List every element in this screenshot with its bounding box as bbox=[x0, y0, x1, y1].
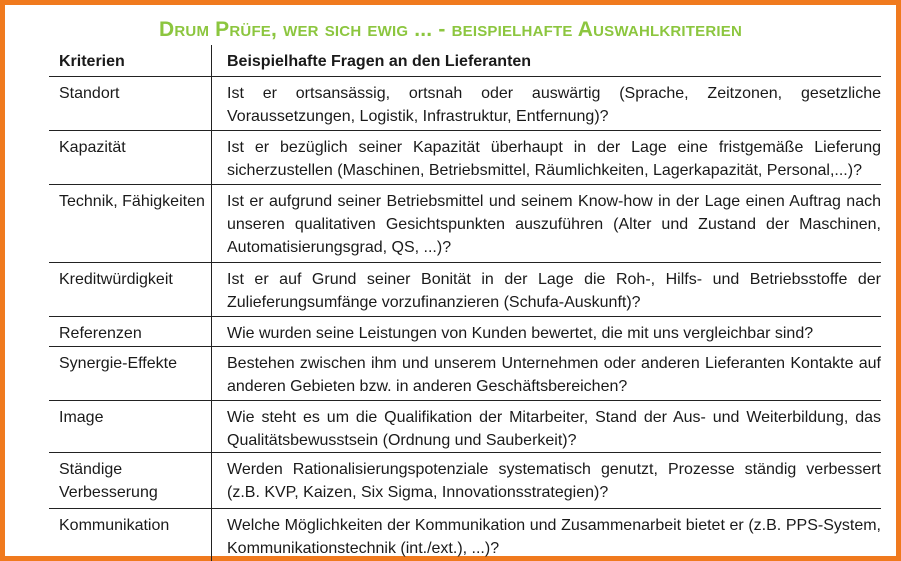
criterion-cell: Technik, Fähigkeiten bbox=[49, 185, 212, 262]
table-row bbox=[49, 77, 881, 131]
table-row bbox=[49, 131, 881, 185]
header-criteria: Kriterien bbox=[49, 45, 212, 76]
question-cell: Ist er ortsansässig, ortsnah oder auswärtig (Sprache, Zeitzonen, gesetzliche Voraussetzungen, Logistik, Infrastruktur, Entfernung)? bbox=[227, 85, 881, 125]
question-cell: Ist er auf Grund seiner Bonität in der Lage die Roh-, Hilfs- und Betriebsstoffe der Zulieferungsumfänge vorzufinanzieren (Schufa-Auskunft)? bbox=[227, 271, 881, 311]
header-questions: Beispielhafte Fragen an den Lieferanten bbox=[227, 53, 532, 70]
table-row bbox=[49, 263, 881, 317]
question-cell: Werden Rationalisierungspotenziale systematisch genutzt, Prozesse ständig verbessert (z.B. KVP, Kaizen, Six Sigma, Innovationsstrategien)? bbox=[227, 461, 881, 501]
question-cell: Wie wurden seine Leistungen von Kunden bewertet, die mit uns vergleichbar sind? bbox=[227, 325, 814, 342]
criterion-cell: Kreditwürdigkeit bbox=[49, 263, 212, 316]
question-cell: Ist er bezüglich seiner Kapazität überhaupt in der Lage eine fristgemäße Lieferung sicherzustellen (Maschinen, Betriebsmittel, Räumlichkeiten, Lagerkapazität, Personal,...)? bbox=[227, 139, 881, 179]
criterion-cell: Synergie-Effekte bbox=[49, 347, 212, 400]
criteria-table bbox=[49, 45, 881, 561]
question-cell: Welche Möglichkeiten der Kommunikation und Zusammenarbeit bietet er (z.B. PPS-System, Kommunikationstechnik (int./ext.), ...)? bbox=[227, 517, 881, 557]
table-row bbox=[49, 347, 881, 401]
question-cell: Bestehen zwischen ihm und unserem Unternehmen oder anderen Lieferanten Kontakte auf anderen Gebieten bzw. in anderen Geschäftsbereichen? bbox=[227, 355, 881, 395]
table-header-row bbox=[49, 45, 881, 77]
question-cell: Wie steht es um die Qualifikation der Mitarbeiter, Stand der Aus- und Weiterbildung, das Qualitätsbewusstsein (Ordnung und Sauberkeit)? bbox=[227, 409, 881, 449]
table-row bbox=[49, 509, 881, 561]
criterion-cell: Standort bbox=[49, 77, 212, 130]
table-row bbox=[49, 401, 881, 453]
criterion-cell: Kommunikation bbox=[49, 509, 212, 561]
table-row bbox=[49, 185, 881, 263]
table-row bbox=[49, 453, 881, 509]
criterion-cell: Referenzen bbox=[49, 317, 212, 346]
criterion-cell: Kapazität bbox=[49, 131, 212, 184]
criterion-cell: Ständige Verbesserung bbox=[49, 453, 212, 508]
table-row bbox=[49, 317, 881, 347]
question-cell: Ist er aufgrund seiner Betriebsmittel und seinem Know-how in der Lage einen Auftrag nach unseren qualitativen Gesichtspunkten auszuführen (Alter und Zustand der Maschinen, Automatisierungsgrad, QS, ...)? bbox=[227, 193, 881, 256]
criterion-cell: Image bbox=[49, 401, 212, 452]
page-title: Drum Prüfe, wer sich ewig ... - beispielhafte Auswahlkriterien bbox=[159, 18, 742, 41]
